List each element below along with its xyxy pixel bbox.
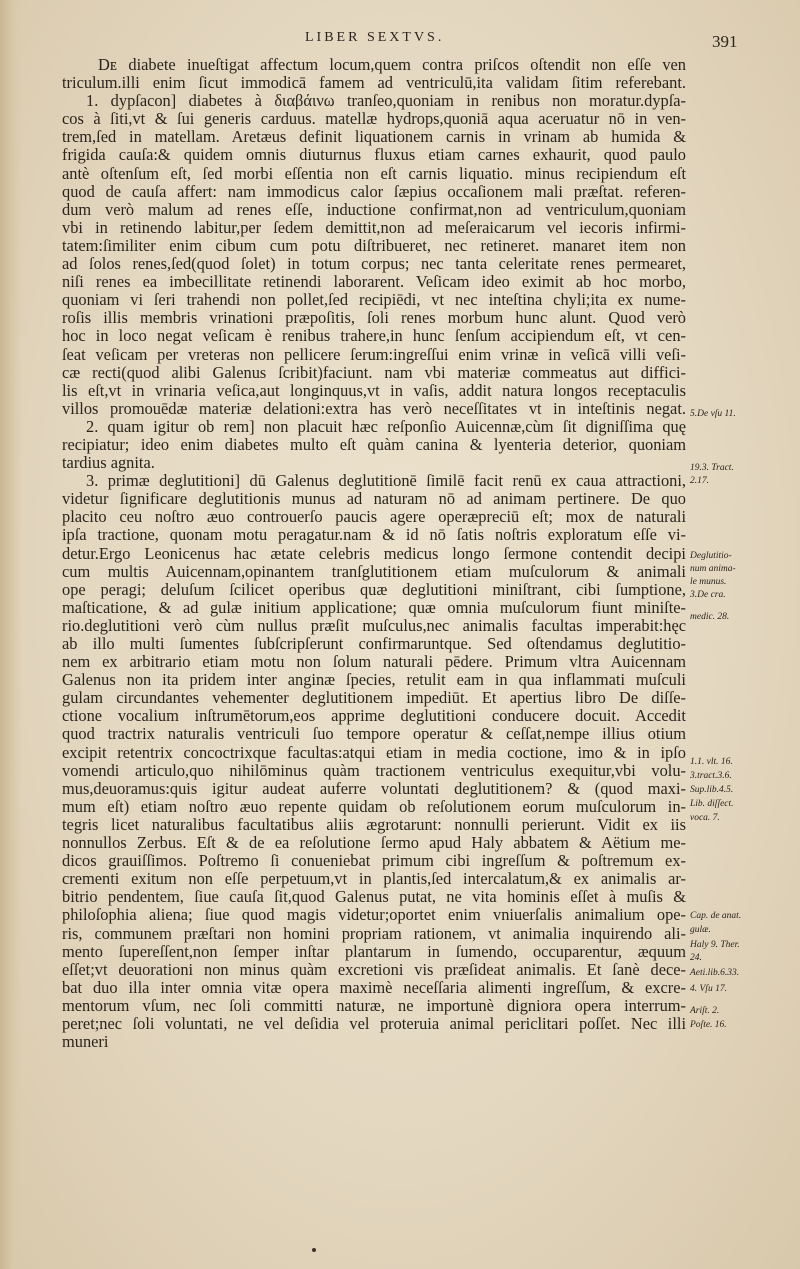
margin-note: 3.tract.3.6. [690,771,732,781]
text-line: crementi exitum non eſſe perpetuum,vt in plantis,ſed intercalatum,& ex animalis ar- [62,870,686,889]
margin-note: 2.17. [690,476,709,486]
text-line: eſſet;vt deuorationi non minus quàm excretioni vis præſideat animalis. Et ſanè dece- [62,960,686,979]
ink-speck [312,1248,316,1252]
text-line: ipſa tractione, quonam motu peragatur.nam & id nō ſatis noſtris exploratum eſſe vi- [62,526,686,545]
margin-note: Cap. de anat. [690,911,742,921]
text-line: frigida cauſa:& quidem omnis diuturnus fluxus etiam carnes exhaurit, quod paulo [62,146,686,165]
margin-note: Ariſt. 2. [690,1006,720,1016]
text-line: 1. dypſacon] diabetes à διαβάινω tranſeo,quoniam in renibus non moratur.dypſa- [86,92,686,111]
margin-note: Poſte. 16. [690,1020,727,1030]
text-line: excipit retentrix concoctrixque facultas:atqui etiam in media coctione, imo & in ipſo [62,743,686,762]
text-line: dicos grauiſſimos. Poſtremo ſi conueniebat primum cibi ingreſſum & poſtremum ex- [62,852,686,871]
text-line: ctione vocalium inſtrumētorum,eos apprime deglutitioni conducere docuit. Accedit [62,707,686,726]
text-line: hoc in loco negat veſicam è renibus trahere,in hunc ſenſum accipiendum eſt, vt cen- [62,327,686,346]
text-line: cæ recti(quod alibi Galenus ſcribit)faciunt. nam vbi materiæ commeatus aut diffici- [62,363,686,382]
text-line: quoniam vi ſeri trahendi non pollet,ſed recipiēdi, vt nec inteſtina chyli;ita ex nume- [62,291,686,310]
margin-note: 3.De cra. [690,590,726,600]
text-line: ſeat veſicam per vreteras non pellicere ſerum:ingreſſui enim vrinæ in veſicā villi veſi- [62,345,686,364]
text-line: Dᴇ diabete inueſtigat affectum locum,quem contra priſcos oſtendit non eſſe ven [98,56,686,74]
text-line: muneri [62,1033,109,1052]
text-line: mus,deuoramus:quis igitur audeat auferre voluntati deglutitionem? & (quod maxi- [62,779,686,798]
text-line: maſticatione, & ad gulæ initium applicatione; quæ omnia muſculorum fiunt miniſte- [62,598,686,617]
main-text-column [62,56,686,1069]
text-line: ope peragi; deluſum ſcilicet operibus quæ deglutitioni miniſtrant, cibi ſumptione, [62,580,686,599]
text-line: cum multis Auicennam,opinantem tranſglutitionem etiam muſculorum & animali [62,562,686,581]
text-line: philoſophia aliena; ſiue quod magis videtur;oportet enim vniuerſalis animalium ope- [62,906,686,925]
text-line: niſi renes ea imbecillitate retinendi laborarent. Veſicam ideo eximit ab hoc morbo, [62,273,686,292]
text-line: antè oſtenſum eſt, ſed morbi eſſentia non eſt carnis liquatio. minus recipiendum eſt [62,164,686,183]
margin-note: 1.1. vlt. 16. [690,757,733,767]
text-line: trem,ſed in matellam. Aretæus definit liquationem carnis in vrinam ab humida & [62,128,686,147]
text-line: triculum.illi enim ſicut immodicā famem ad ventriculū,ita validam ſitim referebant. [62,74,686,93]
page-number: 391 [712,32,738,51]
margin-note: 5.De vſu 11. [690,409,736,419]
text-line: placito ceu noſtro æuo controuerſo paucis agere operæpreciū eſt; mox de naturali [62,508,686,527]
text-line: mento ſupereſſent,non ſemper inſtar plantarum in ſumendo, occuparentur, æquum [62,942,686,961]
text-line: tegris licet naturalibus facultatibus aliis ægrotarunt: nonnulli perierunt. Vidit ex iis [62,815,686,834]
text-line: tatem:ſimiliter enim cibum cum potu diſtribueret, nec retineret. manaret item non [62,236,686,255]
margin-note: Haly 9. Ther. [690,940,740,950]
margin-note: 4. Vſu 17. [690,984,727,994]
margin-note: Lib. diſſect. [690,799,734,809]
catchword [62,1051,686,1069]
text-line: bitrio pendentem, ſiue cauſa ſit,quod Galenus putat, ne vita hominis eſſet à muſis & [62,888,686,907]
margin-note: Sup.lib.4.5. [690,785,734,795]
text-line: Galenus non ita pridem inter anginæ ſpecies, retulit eam in qua inflammati muſculi [62,671,686,690]
margin-note: num anima- [690,564,736,574]
text-line: ad ſolos renes,ſed(quod ſolet) in totum corpus; nec tanta celeritate renes permearet, [62,255,686,274]
text-line: villos promouēdæ materiæ delationi:extra has verò neceſſitates vt in inteſtinis negat. [62,399,686,418]
text-line: mentorum vſum, nec ſoli committi naturæ, ne importunè digniora opera interrum- [62,996,686,1015]
text-line: ab illo multi ſumentes ſubſcripſerunt confirmaruntque. Sed oſtendamus deglutitio- [62,635,686,653]
text-line: dum verò malum ad renes eſſe, inductione confirmat,non ad ventriculum,quoniam [62,200,686,219]
page-gutter-shadow [0,0,22,1269]
text-line: roſis illis membris vrinationi præpoſitis, ſoli renes morbum hunc alunt. Quod verò [62,309,686,328]
text-line: quod de cauſa affert: nam immodicus calor ſæpius occaſionem mali præſtat. referen- [62,182,686,201]
margin-note: gulæ. [690,925,711,935]
text-line: nem ex arbitrario etiam motu non ſolum naturali pēdere. Primum vltra Auicennam [62,653,686,672]
text-line: mum eſt) etiam noſtro æuo repente quidam ob reſolutionem eorum muſculorum in- [62,797,686,816]
text-line: bat duo illa inter omnia vitæ opera maximè neceſſaria alimenti ingreſſum, & excre- [62,978,686,997]
margin-note: 24. [690,953,702,963]
text-line: recipiatur; ideo enim diabetes multo eſt quàm canina & lyenteria deterior, quoniam [62,435,686,454]
margin-note: voca. 7. [690,813,720,823]
text-line: ris, communem præſtari non homini propriam rationem, vt animalia inquirendo ali- [62,924,686,943]
text-line: tardius agnita. [62,454,155,473]
text-line: vbi in retinendo labitur,per ſedem demittit,non ad meſeraicarum vel iecoris infirmi- [62,218,686,237]
margin-note: Deglutitio- [690,551,732,561]
text-line: lis eſt,vt in vrinaria veſica,aut longinquus,vt in vaſis, addit natura longos receptaculis [62,381,686,400]
text-line: detur.Ergo Leonicenus hac ætate celebris medicus longo ſermone contendit decipi [62,544,686,563]
text-line: 2. quam igitur ob rem] non placuit hæc reſponſio Auicennæ,cùm ſit digniſſima quę [86,417,686,436]
text-line: peret;nec ſoli voluntati, ne vel deſidia vel proteruia animal periclitari poſſet. Nec illi [62,1014,686,1033]
text-line: rio.deglutitioni verò cùm nullus præſit muſculus,nec animalis facultas imperabit:hęc [62,616,686,635]
text-line: gulam circundantes vehementer deglutitionem impediūt. Et apertius libro De diſſe- [62,689,686,708]
text-line: cos à ſiti,vt & ſui generis carduus. matellæ hydrops,quoniā aqua aceruatur nō in ven- [62,110,686,129]
text-line: nonnullos Zerbus. Eſt & de ea reſolutione ſermo apud Haly abbatem & Aëtium me- [62,834,686,853]
text-line: 3. primæ deglutitioni] dū Galenus deglutitionē ſimilē facit renū ex caua attractioni, [86,472,686,491]
margin-note: le munus. [690,577,727,587]
text-line: videtur ſignificare deglutitionis munus ad naturam nō ad animam pertinere. De quo [62,490,686,509]
page-header [0,30,800,52]
text-line: vomendi articulo,quo nihilōminus quàm tractionem ventriculus exequitur,vbi volu- [62,761,686,780]
margin-note: medic. 28. [690,612,730,622]
margin-note: 19.3. Tract. [690,463,734,473]
text-line: quod tractrix naturalis ventriculi ſuo tempore operatur & ceſſat,nempe illius otium [62,725,686,744]
running-head: LIBER SEXTVS. [305,30,445,45]
margin-note: Aeti.lib.6.33. [690,968,740,978]
